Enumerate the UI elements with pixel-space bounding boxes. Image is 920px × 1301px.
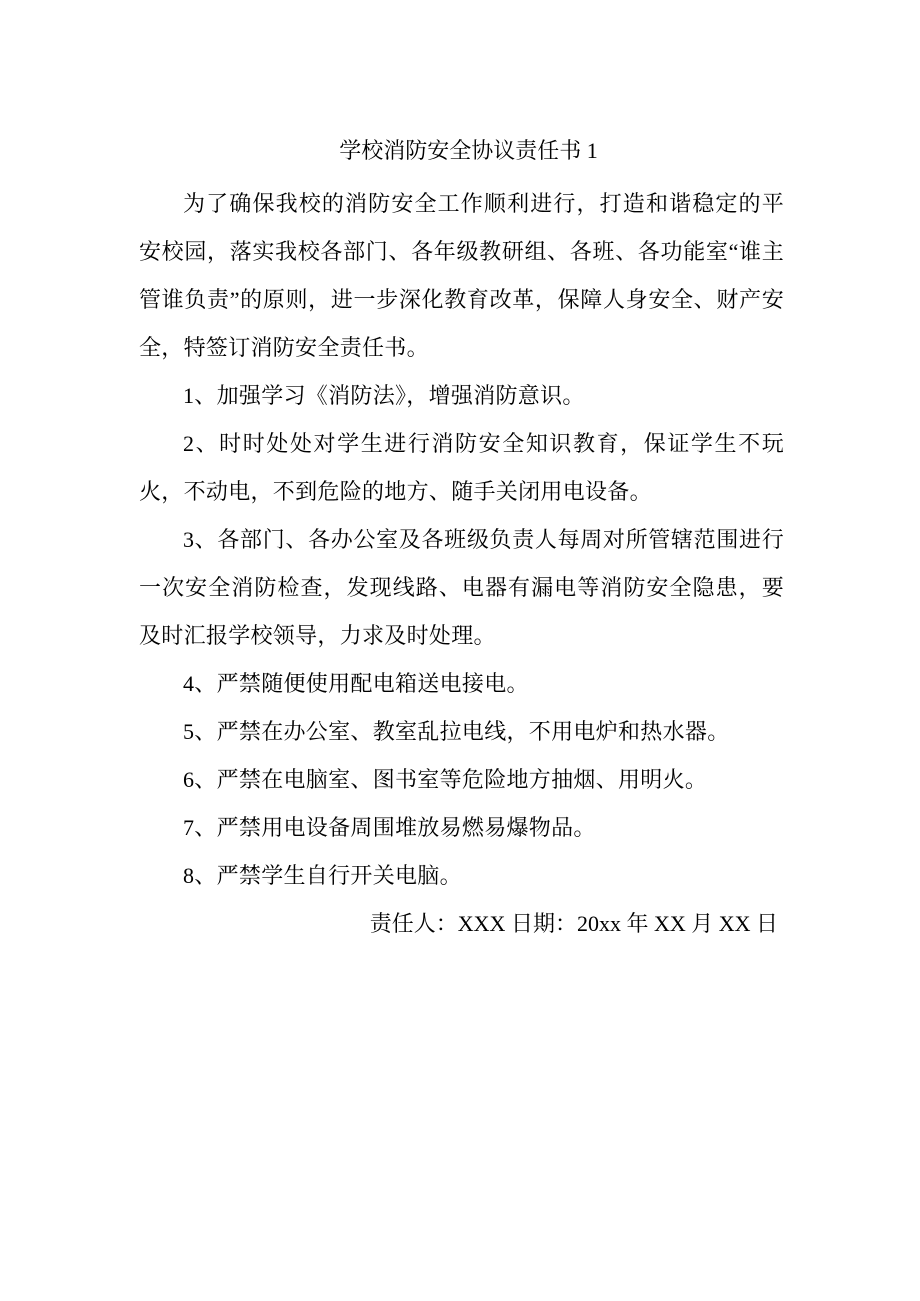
document-title: 学校消防安全协议责任书 1: [339, 138, 598, 163]
item-4: 4、严禁随便使用配电箱送电接电。: [183, 671, 529, 696]
item-1: 1、加强学习《消防法》，增强消防意识。: [183, 383, 585, 408]
item-8: 8、严禁学生自行开关电脑。: [183, 863, 462, 888]
signature-line: 责任人：XXX 日期：20xx 年 XX 月 XX 日: [369, 911, 778, 936]
intro-paragraph: 为了确保我校的消防安全工作顺利进行，打造和谐稳定的平安校园，落实我校各部门、各年级教研组、各班、各功能室“谁主管谁负责”的原则，进一步深化教育改革，保障人身安全、财产安全，特签订消防安全责任书。: [139, 191, 784, 360]
item-2: 2、时时处处对学生进行消防安全知识教育，保证学生不玩火，不动电，不到危险的地方、随手关闭用电设备。: [139, 431, 784, 504]
document-body: [139, 132, 784, 948]
item-5: 5、严禁在办公室、教室乱拉电线，不用电炉和热水器。: [183, 719, 730, 744]
item-6: 6、严禁在电脑室、图书室等危险地方抽烟、用明火。: [183, 767, 708, 792]
item-3: 3、各部门、各办公室及各班级负责人每周对所管辖范围进行一次安全消防检查，发现线路、电器有漏电等消防安全隐患，要及时汇报学校领导，力求及时处理。: [139, 527, 784, 648]
item-7: 7、严禁用电设备周围堆放易燃易爆物品。: [183, 815, 596, 840]
